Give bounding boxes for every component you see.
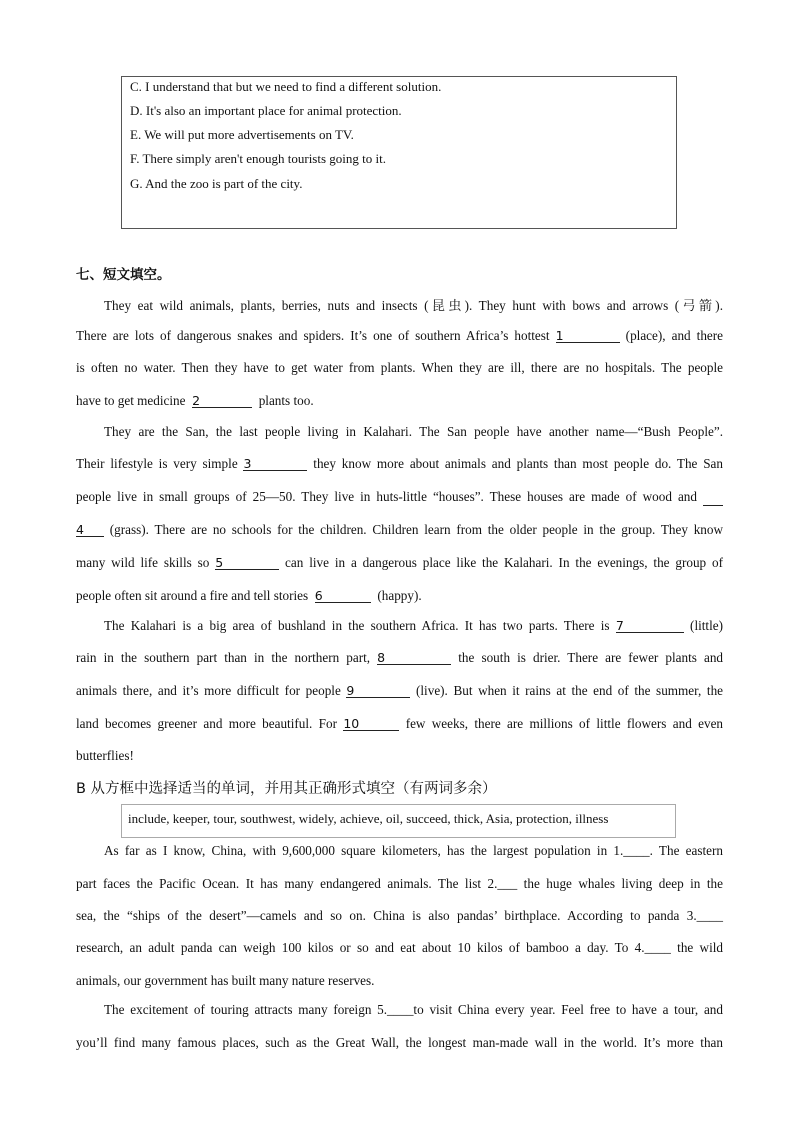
text-segment: animals there, and it’s more difficult for people [76, 683, 341, 698]
paragraph-line [104, 618, 723, 634]
text-segment: (little) [690, 618, 724, 633]
paragraph-line [76, 456, 723, 472]
word-bank-box [121, 804, 676, 838]
paragraph-line: They are the San, the last people living in Kalahari. The San people have another name—“Bush People”. [104, 424, 723, 439]
paragraph-line: research, an adult panda can weigh 100 kilos or so and eat about 10 kilos of bamboo a day. To 4.____ the wild [76, 940, 723, 955]
paragraph-line: sea, the “ships of the desert”—camels and so on. China is also pandas’ birthplace. According to panda 3.____ [76, 908, 723, 923]
word-bank: include, keeper, tour, southwest, widely, achieve, oil, succeed, thick, Asia, protection, illness [128, 811, 609, 826]
paragraph-line: They eat wild animals, plants, berries, nuts and insects (昆虫). They hunt with bows and arrows (弓箭). [104, 298, 723, 313]
text-segment: many wild life skills so [76, 555, 210, 570]
paragraph-line [76, 650, 723, 666]
text-segment: The Kalahari is a big area of bushland in the southern Africa. It has two parts. There is [104, 618, 610, 633]
answer-blank[interactable]: 7 [616, 619, 684, 633]
paragraph-line: As far as I know, China, with 9,600,000 square kilometers, has the largest population in 1.____. The eastern [104, 843, 723, 858]
paragraph-line [76, 489, 723, 506]
answer-blank[interactable]: 6 [315, 589, 371, 603]
text-segment: (live). But when it rains at the end of the summer, the [416, 683, 724, 698]
answer-blank[interactable]: 5 [215, 556, 279, 570]
answer-blank[interactable]: 4 [76, 523, 104, 537]
text-segment: land becomes greener and more beautiful. For [76, 716, 337, 731]
text-segment: rain in the southern part than in the northern part, [76, 650, 371, 665]
text-segment: few weeks, there are millions of little flowers and even [405, 716, 724, 731]
paragraph-line: animals, our government has built many nature reserves. [76, 973, 375, 988]
paragraph-line: butterflies! [76, 748, 134, 763]
text-segment: Their lifestyle is very simple [76, 456, 238, 471]
text-segment: people often sit around a fire and tell stories [76, 588, 309, 603]
option-c: C. I understand that but we need to find a different solution. [130, 79, 442, 94]
text-segment: There are lots of dangerous snakes and spiders. It’s one of southern Africa’s hottest [76, 328, 550, 343]
paragraph-line [76, 522, 723, 538]
option-d: D. It's also an important place for animal protection. [130, 103, 402, 118]
paragraph-line [76, 328, 723, 344]
paragraph-line [76, 555, 723, 571]
part-b-heading: B 从方框中选择适当的单词，并用其正确形式填空（有两词多余） [76, 781, 497, 797]
option-g: G. And the zoo is part of the city. [130, 176, 303, 191]
paragraph-line [76, 716, 723, 732]
options-box [121, 76, 677, 229]
answer-blank[interactable]: 8 [377, 651, 451, 665]
paragraph-line: you’ll find many famous places, such as the Great Wall, the longest man-made wall in the world. It’s more than [76, 1035, 723, 1050]
option-f: F. There simply aren't enough tourists going to it. [130, 151, 386, 166]
text-segment: (happy). [377, 588, 422, 603]
answer-blank[interactable]: 10 [343, 717, 399, 731]
text-segment: (place), and there [625, 328, 724, 343]
paragraph-line: The excitement of touring attracts many foreign 5.____to visit China every year. Feel free to have a tour, and [104, 1002, 723, 1017]
text-segment: (grass). There are no schools for the children. Children learn from the older people in the group. They know [109, 522, 724, 537]
text-segment: they know more about animals and plants than most people do. The San [313, 456, 724, 471]
answer-blank[interactable]: 2 [192, 394, 252, 408]
text-segment: people live in small groups of 25—50. They live in huts-little “houses”. These houses are made of wood and [76, 489, 697, 504]
section-title: 七、短文填空。 [76, 267, 171, 283]
answer-blank[interactable]: 3 [243, 457, 307, 471]
paragraph-line [76, 588, 723, 604]
paragraph-line: part faces the Pacific Ocean. It has many endangered animals. The list 2.___ the huge whales living deep in the [76, 876, 723, 891]
option-e: E. We will put more advertisements on TV. [130, 127, 354, 142]
paragraph-line [76, 683, 723, 699]
text-segment: can live in a dangerous place like the Kalahari. In the evenings, the group of [285, 555, 723, 570]
answer-blank[interactable]: 1 [556, 329, 620, 343]
text-segment: plants too. [258, 393, 314, 408]
answer-blank[interactable]: 9 [346, 684, 410, 698]
text-segment: the south is drier. There are fewer plants and [458, 650, 724, 665]
paragraph-line [76, 393, 723, 409]
paragraph-line: is often no water. Then they have to get water from plants. When they are ill, there are no hospitals. The people [76, 360, 723, 375]
text-segment: have to get medicine [76, 393, 186, 408]
answer-blank-start[interactable] [703, 489, 723, 506]
